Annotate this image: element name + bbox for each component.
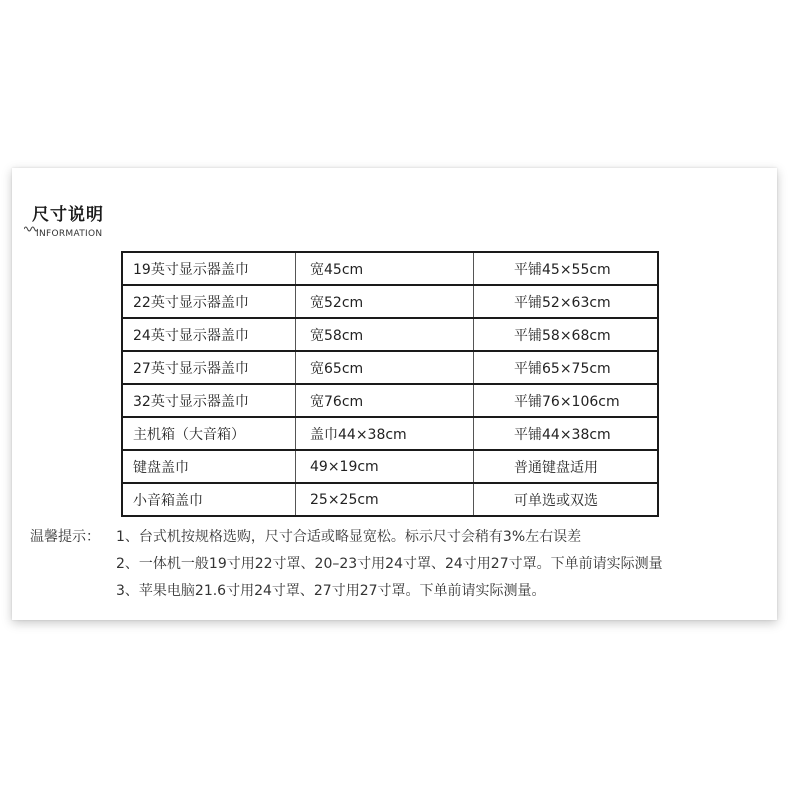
table-cell: 宽65cm: [296, 351, 474, 384]
table-cell: 49×19cm: [296, 450, 474, 483]
table-cell: 小音箱盖巾: [122, 483, 296, 516]
table-row: [122, 351, 658, 384]
table-row: [122, 417, 658, 450]
table-cell: 宽58cm: [296, 318, 474, 351]
table-cell: 平铺44×38cm: [474, 417, 659, 450]
table-row: [122, 285, 658, 318]
tip-line: [30, 551, 663, 578]
table-row: [122, 384, 658, 417]
section-subtitle: INFORMATION: [36, 229, 103, 239]
table-cell: 平铺76×106cm: [474, 384, 659, 417]
table-cell: 平铺45×55cm: [474, 252, 659, 285]
table-cell: 宽45cm: [296, 252, 474, 285]
table-cell: 键盘盖巾: [122, 450, 296, 483]
table-cell: 19英寸显示器盖巾: [122, 252, 296, 285]
tip-line: [30, 524, 663, 551]
table-cell: 22英寸显示器盖巾: [122, 285, 296, 318]
tip-line: [30, 578, 663, 605]
table-cell: 盖巾44×38cm: [296, 417, 474, 450]
table-row: [122, 252, 658, 285]
table-cell: 32英寸显示器盖巾: [122, 384, 296, 417]
table-cell: 可单选或双选: [474, 483, 659, 516]
table-row: [122, 450, 658, 483]
tip-text: 1、台式机按规格选购，尺寸合适或略显宽松。标示尺寸会稍有3%左右误差: [116, 529, 582, 545]
table-cell: 宽76cm: [296, 384, 474, 417]
table-cell: 主机箱（大音箱）: [122, 417, 296, 450]
table-cell: 24英寸显示器盖巾: [122, 318, 296, 351]
table-cell: 25×25cm: [296, 483, 474, 516]
table-cell: 平铺58×68cm: [474, 318, 659, 351]
table-cell: 普通键盘适用: [474, 450, 659, 483]
table-row: [122, 483, 658, 516]
table-cell: 宽52cm: [296, 285, 474, 318]
table-cell: 27英寸显示器盖巾: [122, 351, 296, 384]
section-title: 尺寸说明: [32, 205, 104, 225]
tip-text: 3、苹果电脑21.6寸用24寸罩、27寸用27寸罩。下单前请实际测量。: [116, 583, 546, 599]
table-cell: 平铺52×63cm: [474, 285, 659, 318]
table-cell: 平铺65×75cm: [474, 351, 659, 384]
tips-label: 温馨提示：: [30, 529, 100, 545]
table-row: [122, 318, 658, 351]
tips-section: [30, 524, 663, 605]
size-table: [121, 251, 659, 517]
tip-text: 2、一体机一般19寸用22寸罩、20–23寸用24寸罩、24寸用27寸罩。下单前请实际测量: [116, 556, 663, 572]
